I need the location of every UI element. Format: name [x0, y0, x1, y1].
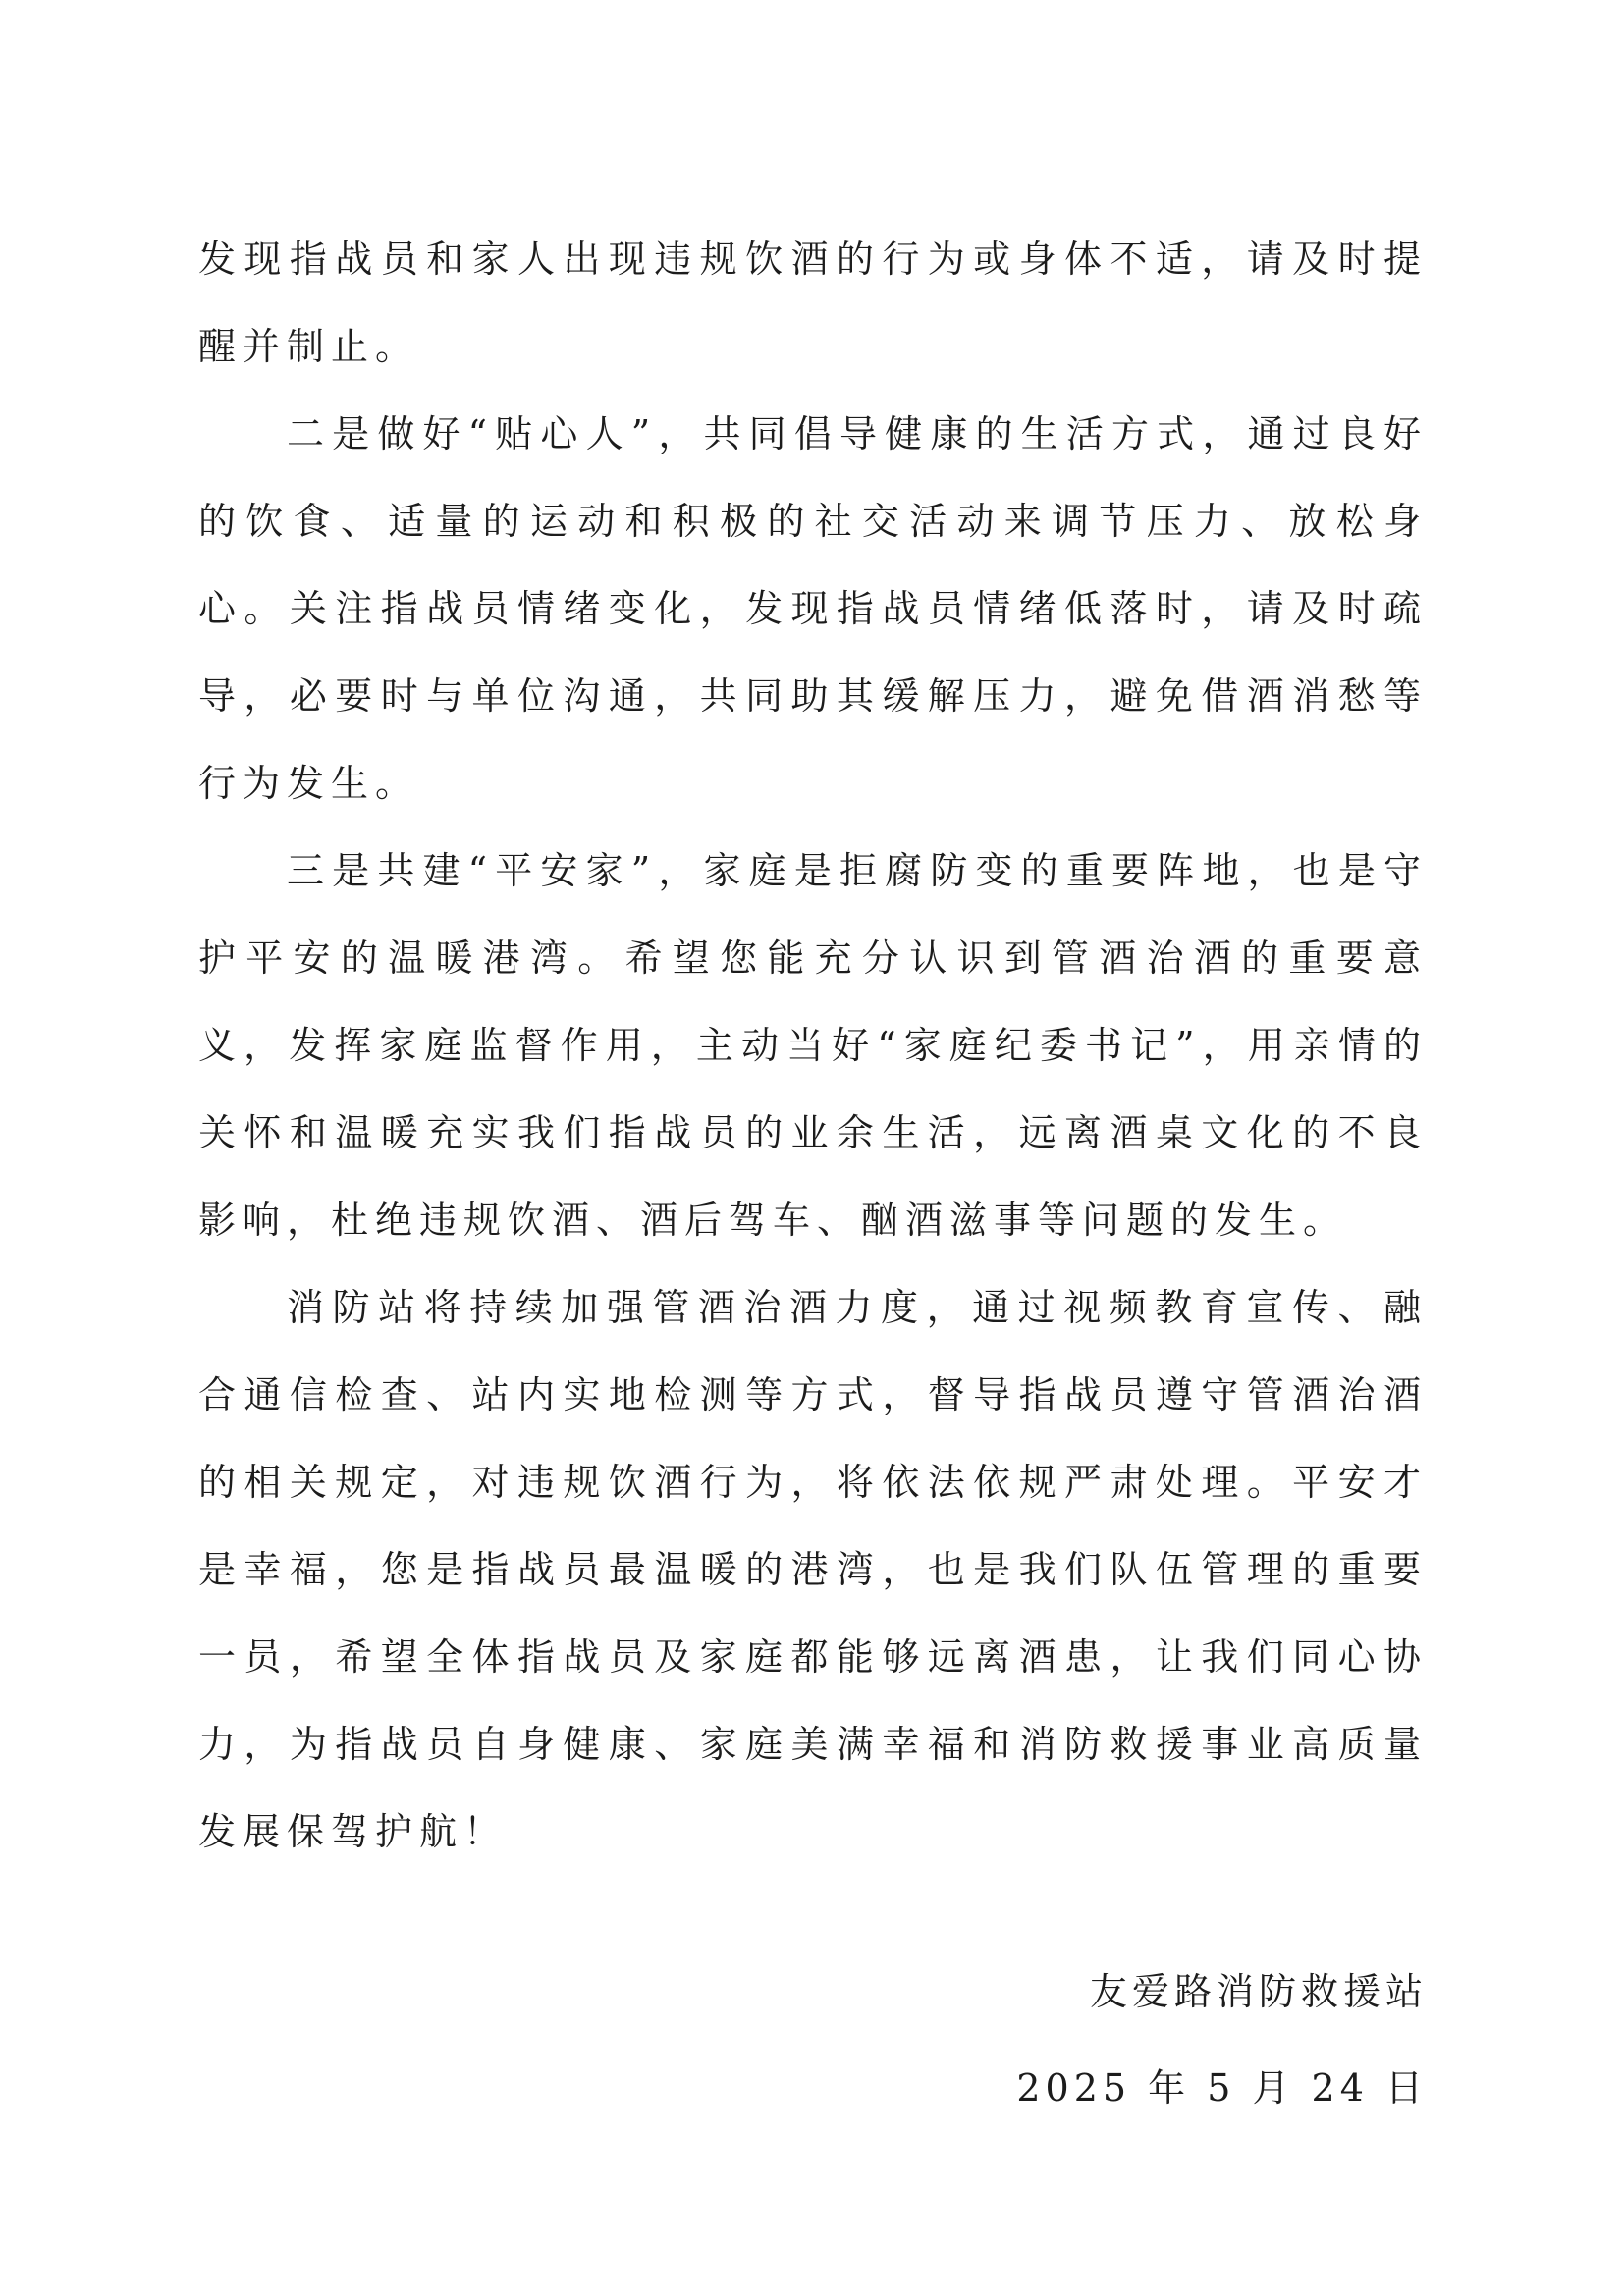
paragraph-station-commitment: 消防站将持续加强管酒治酒力度，通过视频教育宣传、融合通信检查、站内实地检测等方式，督导指战员遵守管酒治酒的相关规定，对违规饮酒行为，将依法依规严肃处理。平安才是幸福，您是指战员最温暖的港湾，也是我们队伍管理的重要一员，希望全体指战员及家庭都能够远离酒患，让我们同心协力，为指战员自身健康、家庭美满幸福和消防救援事业高质量发展保驾护航！	[198, 1286, 1428, 1853]
signature-block	[740, 1944, 1428, 2136]
paragraph-safe-home: 三是共建“平安家”，家庭是拒腐防变的重要阵地，也是守护平安的温暖港湾。希望您能充分认识到管酒治酒的重要意义，发挥家庭监督作用，主动当好“家庭纪委书记”，用亲情的关怀和温暖充实我们指战员的业余生活，远离酒桌文化的不良影响，杜绝违规饮酒、酒后驾车、酗酒滋事等问题的发生。	[198, 849, 1428, 1242]
signature-date: 2025 年 5 月 24 日	[1016, 2066, 1428, 2109]
paragraph-caring-person: 二是做好“贴心人”，共同倡导健康的生活方式，通过良好的饮食、适量的运动和积极的社交活动来调节压力、放松身心。关注指战员情绪变化，发现指战员情绪低落时，请及时疏导，必要时与单位沟通，共同助其缓解压力，避免借酒消愁等行为发生。	[198, 412, 1428, 805]
letter-body	[198, 216, 1428, 1876]
paragraph-continuation: 发现指战员和家人出现违规饮酒的行为或身体不适，请及时提醒并制止。	[198, 238, 1428, 368]
signature-organization: 友爱路消防救援站	[1089, 1970, 1428, 2013]
